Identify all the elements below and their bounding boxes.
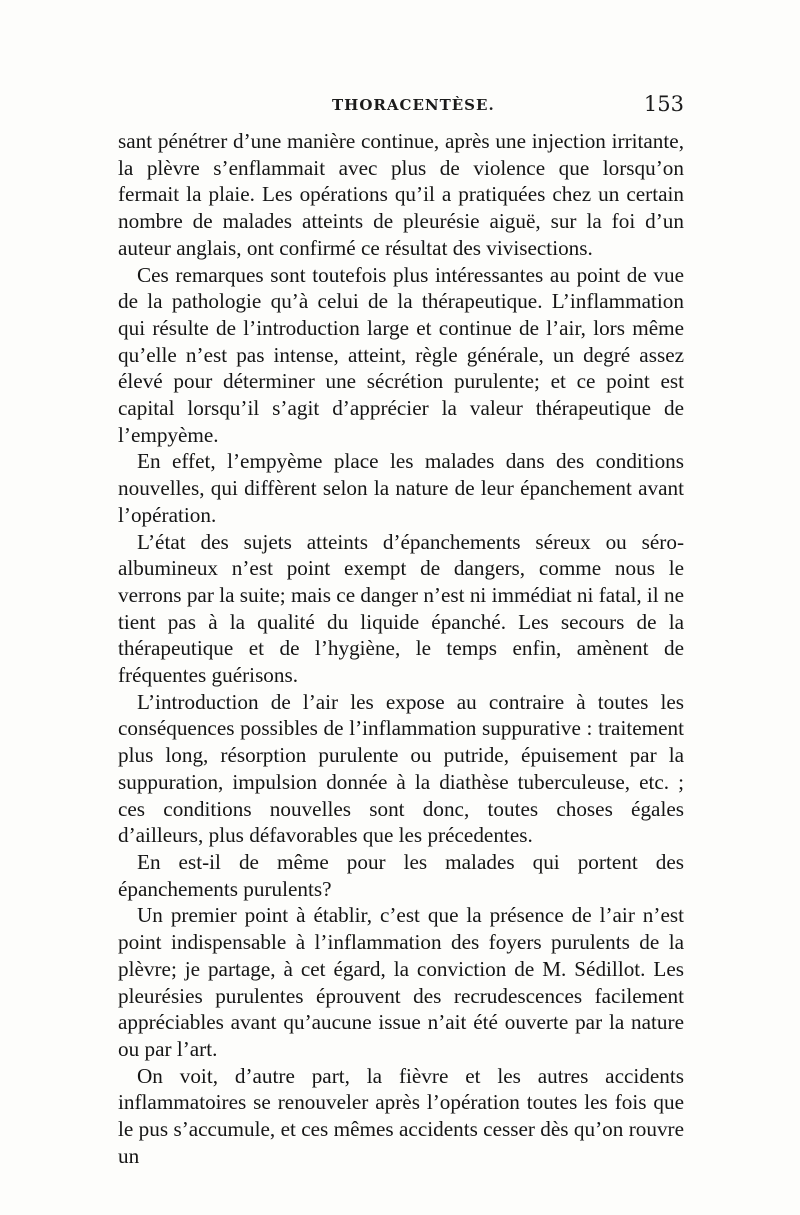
paragraph: L’introduction de l’air les expose au contraire à toutes les conséquences possibles de l’inflammation suppurative : traitement plus long, résorption purulente ou putride, épuisement par la suppuration, impulsion donnée à la diathèse tuberculeuse, etc. ; ces conditions nouvelles sont donc, toutes choses égales d’ailleurs, plus défavorables que les précedentes. (118, 689, 684, 848)
body-text (118, 128, 684, 1169)
running-title: THORACENTÈSE. (332, 96, 495, 114)
paragraph: Ces remarques sont toutefois plus intéressantes au point de vue de la pathologie qu’à celui de la thérapeutique. L’inflammation qui résulte de l’introduction large et continue de l’air, lors même qu’elle n’est pas intense, atteint, règle générale, un degré assez élevé pour déterminer une sécrétion purulente; et ce point est capital lorsqu’il s’agit d’apprécier la valeur thérapeutique de l’empyème. (118, 262, 684, 447)
page-header (118, 92, 684, 120)
paragraph: L’état des sujets atteints d’épanchements séreux ou séro-albumineux n’est point exempt de dangers, comme nous le verrons par la suite; mais ce danger n’est ni immédiat ni fatal, il ne tient pas à la qualité du liquide épanché. Les secours de la thérapeutique et de l’hygiène, le temps enfin, amènent de fréquentes guérisons. (118, 529, 684, 688)
paragraph: sant pénétrer d’une manière continue, après une injection irritante, la plèvre s’enflammait avec plus de violence que lorsqu’on fermait la plaie. Les opérations qu’il a pratiquées chez un certain nombre de malades atteints de pleurésie aiguë, sur la foi d’un auteur anglais, ont confirmé ce résultat des vivisections. (118, 129, 684, 260)
paragraph: En effet, l’empyème place les malades dans des conditions nouvelles, qui diffèrent selon la nature de leur épanchement avant l’opération. (118, 449, 684, 527)
paragraph: On voit, d’autre part, la fièvre et les autres accidents inflammatoires se renouveler après l’opération toutes les fois que le pus s’accumule, et ces mêmes accidents cesser dès qu’on rouvre un (118, 1063, 684, 1168)
page-number: 153 (643, 92, 684, 116)
paragraph: En est-il de même pour les malades qui portent des épanchements purulents? (118, 849, 684, 901)
paragraph: Un premier point à établir, c’est que la présence de l’air n’est point indispensable à l’inflammation des foyers purulents de la plèvre; je partage, à cet égard, la conviction de M. Sédillot. Les pleurésies purulentes éprouvent des recrudescences facilement appréciables avant qu’aucune issue n’ait été ouverte par la nature ou par l’art. (118, 903, 684, 1061)
